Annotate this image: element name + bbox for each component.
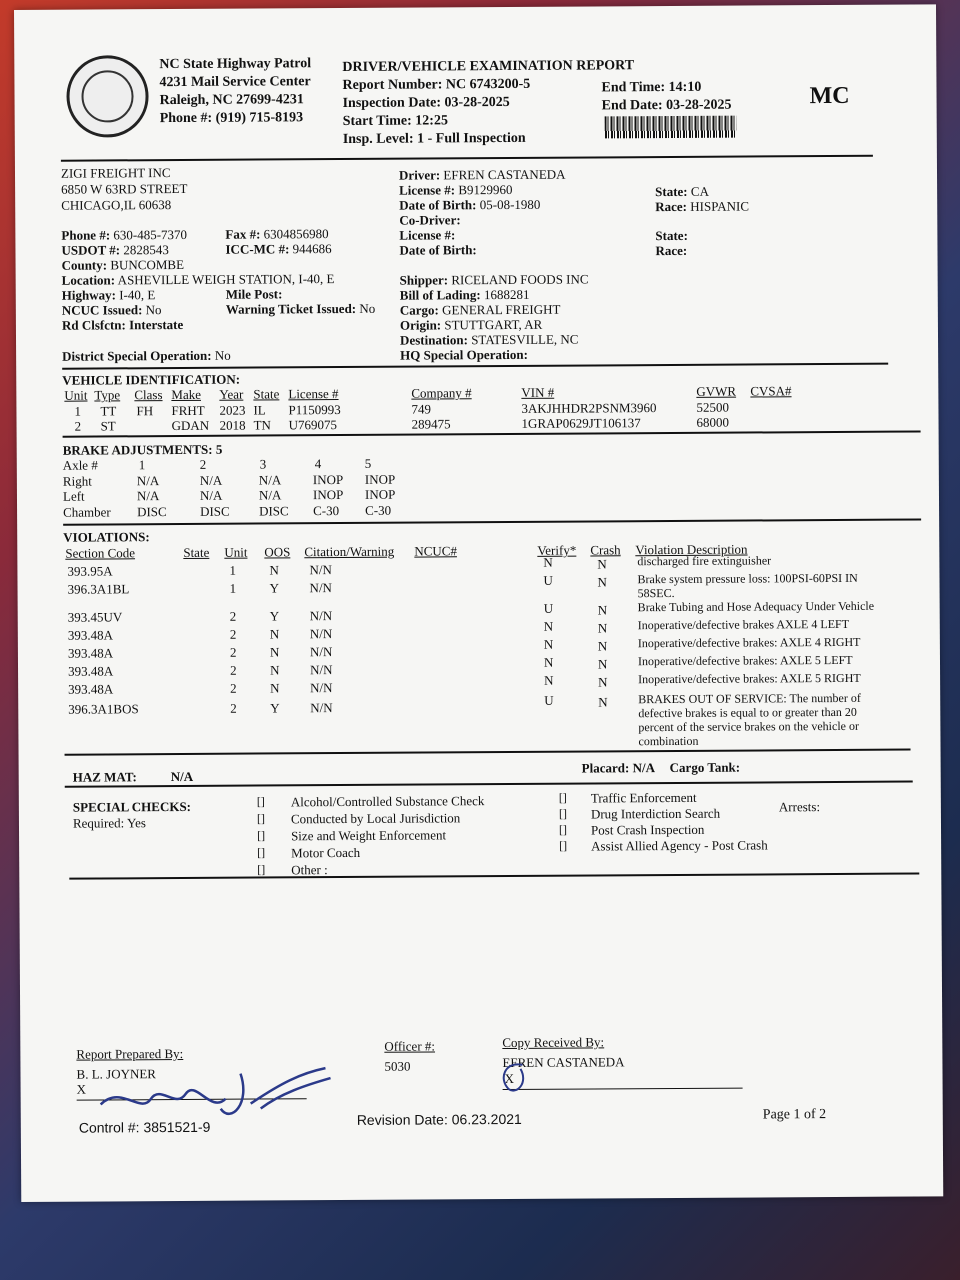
violation-unit: 2 (229, 662, 237, 678)
violation-section-code: 393.95A (67, 563, 113, 579)
violation-crash: N (597, 556, 607, 572)
dest-value: STATESVILLE, NC (471, 331, 579, 348)
license-label: License #: (399, 182, 456, 198)
special-check-item: Conducted by Local Jurisdiction (290, 810, 461, 827)
hazmat-value: N/A (170, 768, 194, 785)
location-value: ASHEVILLE WEIGH STATION, I-40, E (117, 271, 335, 288)
brake-right-cell: N/A (199, 472, 223, 488)
vehicle-cell: U769075 (288, 417, 337, 433)
violation-description: percent of the service brakes on the vehicle or (638, 718, 860, 735)
carrier-city: CHICAGO,IL 60638 (61, 197, 172, 213)
special-check-item: Motor Coach (291, 844, 361, 861)
violation-citation: N/N (309, 562, 332, 578)
axle-number: 5 (364, 455, 372, 471)
copy-signature-line (503, 1088, 743, 1090)
bol-label: Bill of Lading: (399, 287, 481, 303)
violation-oos: N (269, 562, 279, 578)
violation-col-header: NCUC# (414, 543, 457, 559)
violation-verify: N (544, 672, 554, 688)
divider (63, 518, 921, 525)
violation-crash: N (597, 656, 608, 672)
violation-crash: N (597, 574, 607, 590)
brake-left-cell: N/A (136, 488, 160, 504)
race-value: HISPANIC (690, 198, 750, 214)
violations-heading: VIOLATIONS: (63, 529, 150, 545)
right-label: Right (62, 473, 92, 489)
vehicle-col-header: Unit (64, 387, 88, 403)
axle-number: 1 (138, 457, 146, 473)
violation-description: 58SEC. (637, 585, 675, 601)
milepost-label: Mile Post: (225, 286, 283, 302)
axle-number: 4 (314, 456, 322, 472)
brake-right-cell: N/A (258, 472, 282, 488)
checkbox: [] (256, 794, 265, 809)
axle-label: Axle # (62, 457, 98, 473)
special-check-item: Post Crash Inspection (590, 821, 705, 838)
warning-label: Warning Ticket Issued: (225, 300, 357, 317)
chamber-label: Chamber (63, 504, 111, 520)
rdclass-value: Interstate (129, 316, 184, 333)
report-title: DRIVER/VEHICLE EXAMINATION REPORT (342, 58, 635, 75)
violation-description: Inoperative/defective brakes: AXLE 5 LEFT (637, 652, 853, 669)
inspection-date: Inspection Date: 03-28-2025 (342, 94, 510, 111)
ncuc-value: No (145, 302, 162, 318)
highway-label: Highway: (61, 287, 116, 303)
iccmc-value: 944686 (292, 241, 332, 257)
arrests-label: Arrests: (778, 799, 821, 815)
violation-description: Inoperative/defective brakes AXLE 4 LEFT (637, 616, 850, 633)
vehicle-cell: TT (100, 403, 117, 419)
violation-citation: N/N (310, 700, 333, 716)
rdclass-label: Rd Clsfctn: (61, 317, 126, 333)
hq-label: HQ Special Operation: (400, 346, 529, 363)
special-check-item: Assist Allied Agency - Post Crash (591, 837, 768, 854)
violation-description: Brake system pressure loss: 100PSI-60PSI IN (637, 570, 858, 587)
district-value: No (214, 347, 231, 363)
violation-col-header: OOS (264, 544, 291, 560)
special-check-item: Drug Interdiction Search (590, 805, 721, 822)
end-date: End Date: 03-28-2025 (601, 97, 732, 114)
brake-left-cell: INOP (364, 486, 396, 502)
brake-chamber-cell: DISC (137, 504, 167, 520)
iccmc-label: ICC-MC #: (225, 241, 290, 257)
agency-phone: Phone #: (919) 715-8193 (159, 110, 304, 127)
violation-citation: N/N (309, 580, 332, 596)
district-label: District Special Operation: (62, 347, 212, 364)
violation-description: combination (638, 733, 699, 749)
origin-value: STUTTGART, AR (444, 316, 543, 333)
driver-label: Driver: (398, 167, 441, 183)
checkbox: [] (256, 811, 265, 826)
phone-label: Phone #: (61, 227, 111, 243)
axle-number: 3 (259, 456, 267, 472)
carrier-name: ZIGI FREIGHT INC (60, 165, 171, 181)
brake-chamber-cell: DISC (259, 503, 289, 519)
report-page (14, 4, 943, 1202)
vehicle-heading: VEHICLE IDENTIFICATION: (62, 371, 241, 388)
violation-description: Brake Tubing and Hose Adequacy Under Vehicle (637, 598, 875, 615)
violation-crash: N (597, 620, 608, 636)
violation-unit: 1 (229, 580, 237, 596)
checkbox: [] (257, 828, 266, 843)
vehicle-col-header: VIN # (521, 384, 555, 400)
insp-level: Insp. Level: 1 - Full Inspection (342, 130, 526, 147)
cargo-value: GENERAL FREIGHT (442, 301, 561, 318)
violation-description: Inoperative/defective brakes: AXLE 5 RIGHT (638, 670, 861, 687)
violation-col-header: State (183, 544, 210, 560)
license-value: B9129960 (458, 181, 513, 198)
violation-description: defective brakes is equal to or greater than 20 (638, 704, 857, 721)
checkbox: [] (558, 806, 567, 821)
violation-citation: N/N (309, 608, 333, 624)
dob-label: Date of Birth: (399, 197, 477, 213)
violation-verify: N (543, 554, 553, 570)
violation-oos: N (269, 626, 280, 642)
special-check-item: Alcohol/Controlled Substance Check (290, 793, 485, 810)
violation-oos: N (270, 680, 280, 696)
vehicle-col-header: License # (288, 386, 339, 402)
vehicle-col-header: Class (134, 387, 163, 403)
violation-unit: 2 (229, 626, 237, 642)
vehicle-cell: 2023 (219, 402, 246, 418)
vehicle-col-header: Year (219, 386, 244, 402)
divider (61, 155, 873, 162)
vehicle-col-header: Type (94, 387, 121, 403)
colicense-label: License #: (399, 227, 456, 243)
codriver-label: Co-Driver: (399, 212, 461, 228)
shipper-value: RICELAND FOODS INC (451, 271, 589, 288)
violation-citation: N/N (309, 662, 333, 678)
highway-value: I-40, E (119, 287, 156, 303)
violation-oos: Y (269, 608, 280, 624)
left-label: Left (62, 488, 85, 504)
violation-citation: N/N (310, 680, 333, 696)
violation-verify: U (544, 692, 554, 708)
state-label: State: (655, 183, 688, 200)
vehicle-cell: 1GRAP0629JT106137 (521, 415, 641, 431)
officer-signature (90, 1063, 340, 1125)
violation-verify: U (543, 572, 553, 588)
placard: Placard: N/A (581, 760, 655, 776)
state-seal-icon (66, 55, 148, 137)
violation-description: discharged fire extinguisher (637, 553, 772, 569)
checkbox: [] (558, 790, 567, 805)
checkbox: [] (558, 822, 568, 837)
brake-chamber-cell: C-30 (313, 503, 340, 519)
brake-left-cell: N/A (199, 487, 223, 503)
vehicle-cell: 68000 (696, 414, 730, 430)
violation-section-code: 393.48A (68, 681, 114, 697)
violation-section-code: 396.3A1BL (67, 581, 130, 597)
violation-unit: 2 (229, 608, 237, 624)
agency-name: NC State Highway Patrol (159, 56, 312, 73)
violation-section-code: 393.48A (67, 663, 114, 679)
divider (65, 749, 911, 756)
prepared-name: B. L. JOYNER (76, 1066, 156, 1082)
warning-value: No (359, 300, 376, 316)
brake-right-cell: INOP (312, 471, 344, 488)
prepared-x: X (76, 1081, 87, 1097)
copy-name: EFREN CASTANEDA (502, 1054, 625, 1071)
costate-label: State: (655, 227, 688, 244)
divider (69, 872, 919, 879)
axle-number: 2 (199, 456, 207, 472)
violation-section-code: 393.48A (67, 627, 114, 643)
vehicle-cell: TN (253, 417, 271, 433)
brake-chamber-cell: C-30 (365, 502, 392, 518)
fax-value: 6304856980 (263, 226, 329, 242)
violation-crash: N (598, 694, 608, 710)
vehicle-cell: 2018 (219, 417, 246, 433)
vehicle-cell: 2 (74, 418, 82, 434)
violation-unit: 2 (230, 700, 237, 716)
vehicle-col-header: Make (171, 386, 202, 403)
violation-col-header: Violation Description (635, 541, 748, 558)
brake-left-cell: N/A (258, 487, 282, 503)
vehicle-cell: FH (136, 403, 154, 419)
cargo-tank: Cargo Tank: (669, 759, 741, 776)
driver-value: EFREN CASTANEDA (443, 166, 566, 183)
checkbox: [] (257, 862, 266, 877)
vehicle-col-header: State (253, 386, 280, 402)
violation-col-header: Citation/Warning (304, 543, 395, 560)
state-value: CA (690, 183, 709, 199)
vehicle-cell: ST (100, 418, 116, 434)
usdot-label: USDOT #: (61, 242, 121, 258)
vehicle-cell: 3AKJHHDR2PSNM3960 (521, 400, 657, 416)
vehicle-cell: P1150993 (288, 402, 341, 418)
vehicle-col-header: GVWR (696, 383, 737, 399)
brake-right-cell: N/A (136, 473, 160, 489)
violation-citation: N/N (309, 626, 333, 642)
brake-chamber-cell: DISC (200, 503, 230, 519)
special-heading: SPECIAL CHECKS: (72, 798, 192, 815)
violation-unit: 1 (229, 562, 236, 578)
violation-verify: N (543, 636, 554, 652)
revision-date: Revision Date: 06.23.2021 (356, 1110, 522, 1128)
report-badge: MC (809, 82, 850, 110)
vehicle-cell: 749 (411, 401, 431, 417)
vehicle-col-header: CVSA# (750, 383, 792, 399)
violation-crash: N (598, 674, 608, 690)
bol-value: 1688281 (483, 286, 530, 303)
prepared-label: Report Prepared By: (76, 1045, 184, 1062)
dest-label: Destination: (399, 332, 468, 348)
violation-unit: 2 (229, 644, 237, 660)
cargo-label: Cargo: (399, 302, 439, 318)
codob-label: Date of Birth: (399, 242, 477, 258)
violation-oos: Y (270, 700, 280, 716)
vehicle-col-header: Company # (411, 385, 472, 401)
phone-value: 630-485-7370 (113, 226, 188, 243)
vehicle-cell: IL (253, 402, 266, 418)
agency-address1: 4231 Mail Service Center (159, 74, 311, 91)
corace-label: Race: (655, 242, 688, 259)
vehicle-cell: 52500 (696, 399, 729, 415)
violation-col-header: Section Code (65, 545, 136, 561)
violation-section-code: 396.3A1BOS (68, 701, 139, 717)
special-check-item: Size and Weight Enforcement (291, 827, 447, 844)
usdot-value: 2828543 (123, 242, 169, 258)
officer-number: 5030 (384, 1058, 411, 1074)
vehicle-cell: GDAN (171, 417, 210, 434)
brake-right-cell: INOP (364, 471, 396, 487)
special-required: Required: Yes (72, 815, 146, 831)
checkbox: [] (257, 845, 266, 860)
violation-col-header: Verify* (537, 542, 577, 558)
county-value: BUNCOMBE (110, 256, 185, 273)
violation-verify: U (543, 600, 554, 616)
violation-crash: N (597, 602, 608, 618)
carrier-street: 6850 W 63RD STREET (61, 180, 188, 197)
violation-crash: N (597, 638, 608, 654)
control-number: Control #: 3851521-9 (78, 1118, 211, 1136)
origin-label: Origin: (399, 317, 442, 333)
copy-label: Copy Received By: (502, 1034, 605, 1051)
race-label: Race: (655, 198, 688, 215)
fax-label: Fax #: (225, 226, 261, 242)
vehicle-cell: 1 (74, 403, 81, 419)
agency-address2: Raleigh, NC 27699-4231 (159, 92, 304, 109)
violation-section-code: 393.45UV (67, 609, 123, 625)
violation-description: BRAKES OUT OF SERVICE: The number of (638, 690, 861, 707)
brake-heading: BRAKE ADJUSTMENTS: 5 (62, 441, 223, 458)
location-label: Location: (61, 272, 116, 288)
violation-description: Inoperative/defective brakes: AXLE 4 RIGHT (637, 634, 861, 651)
brake-left-cell: INOP (312, 486, 344, 503)
start-time: Start Time: 12:25 (342, 113, 448, 129)
end-time: End Time: 14:10 (601, 79, 702, 96)
copy-x: X (504, 1070, 514, 1087)
violation-oos: Y (269, 580, 279, 596)
ncuc-label: NCUC Issued: (61, 302, 143, 318)
officer-label: Officer #: (384, 1038, 436, 1054)
special-check-item: Traffic Enforcement (590, 789, 697, 806)
page-number: Page 1 of 2 (762, 1107, 827, 1123)
violation-verify: N (543, 618, 554, 634)
violation-col-header: Crash (590, 542, 621, 558)
violation-verify: N (543, 654, 554, 670)
violation-citation: N/N (309, 644, 333, 660)
violation-section-code: 393.48A (67, 645, 114, 661)
special-check-item: Other : (291, 862, 328, 878)
violation-oos: N (269, 644, 280, 660)
barcode (605, 116, 737, 139)
vehicle-cell: FRHT (171, 402, 205, 419)
checkbox: [] (559, 838, 568, 853)
driver-signature (494, 1059, 534, 1095)
violation-unit: 2 (230, 680, 237, 696)
vehicle-cell: 289475 (411, 416, 451, 432)
report-number: Report Number: NC 6743200-5 (342, 76, 531, 93)
violation-oos: N (269, 662, 280, 678)
shipper-label: Shipper: (399, 272, 449, 288)
hazmat-label: HAZ MAT: (72, 769, 137, 785)
county-label: County: (61, 257, 108, 273)
dob-value: 05-08-1980 (479, 196, 541, 213)
violation-col-header: Unit (224, 544, 248, 560)
